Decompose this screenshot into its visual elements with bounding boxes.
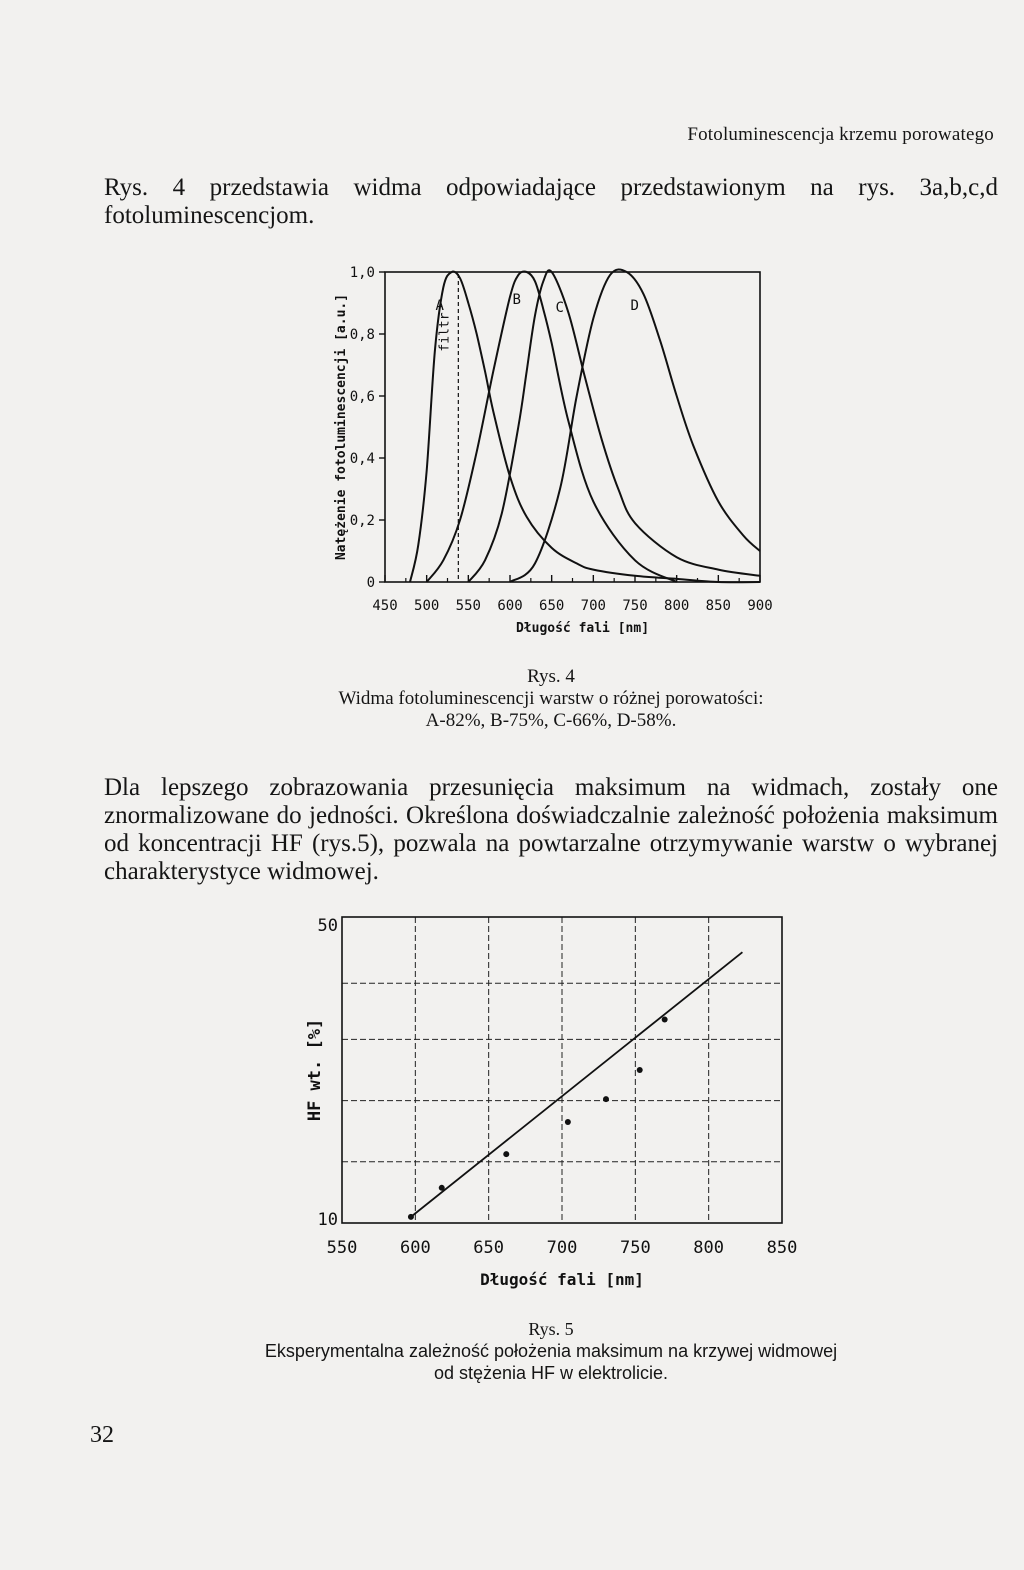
x-tick-label: 500 [414,598,440,614]
x-tick-label: 700 [580,598,606,614]
y-tick-label: 0 [366,575,375,591]
figure-4-caption-title: Rys. 4 [527,666,575,687]
data-point [439,1185,445,1191]
x-tick-label: 550 [455,598,481,614]
data-point [637,1067,643,1073]
x-tick-label: 800 [693,1238,725,1258]
figure-4-caption-line1: Widma fotoluminescencji warstw o różnej porowatości: [338,688,764,709]
chart-series [410,269,760,582]
paragraph-intro: Rys. 4 przedstawia widma odpowiadające przedstawionym na rys. 3a,b,c,d fotoluminescencjom. [104,174,998,229]
series-curve-b [427,271,677,582]
chart-labels [334,292,649,636]
x-tick-label: 550 [326,1238,358,1258]
chart-data-layer [408,952,742,1220]
x-tick-label: 450 [372,598,398,614]
figure-5-caption-line2: od stężenia HF w elektrolicie. [433,1363,669,1383]
x-tick-label: 900 [747,598,773,614]
y-tick-label: 1,0 [349,265,375,281]
page-number: 32 [90,1422,114,1448]
figure-5-peak-vs-hf [290,905,810,1295]
series-curve-d [510,269,760,582]
figure-5-caption [104,1318,998,1384]
figure-4-caption [104,666,998,732]
series-label-c: C [555,300,564,316]
y-tick-label: 0,6 [349,389,375,405]
chart-ticks [318,916,798,1258]
y-tick-label: 0,2 [349,513,375,529]
figure-4-caption-line2: A-82%, B-75%, C-66%, D-58%. [425,710,677,731]
data-point [503,1151,509,1157]
x-axis-label: Długość fali [nm] [480,1270,644,1289]
running-header: Fotoluminescencja krzemu porowatego [687,124,994,145]
x-tick-label: 600 [497,598,523,614]
x-tick-label: 600 [399,1238,431,1258]
x-tick-label: 650 [473,1238,505,1258]
y-tick-label: 0,8 [349,327,375,343]
x-tick-label: 850 [705,598,731,614]
spectra-chart [300,250,800,650]
y-tick-label: 0,4 [349,451,375,467]
x-tick-label: 850 [766,1238,798,1258]
data-point [603,1096,609,1102]
x-tick-label: 650 [539,598,565,614]
series-label-a: A [435,298,444,314]
y-tick-label: 50 [317,916,338,936]
chart-ticks [350,265,773,614]
data-point [662,1017,668,1023]
filter-annotation: filtr [437,312,453,352]
linear-fit-line [411,952,742,1217]
figure-5-caption-title: Rys. 5 [528,1319,574,1339]
chart-grid [342,917,782,1223]
data-point [565,1119,571,1125]
x-tick-label: 750 [619,1238,651,1258]
x-tick-label: 800 [664,598,690,614]
y-axis-label: HF wt. [%] [305,1018,325,1122]
x-tick-label: 750 [622,598,648,614]
paragraph-normalization: Dla lepszego zobrazowania przesunięcia maksimum na widmach, zostały one znormalizowane do jedności. Określona doświadczalnie zależność położenia maksimum od koncentracji HF (rys.5), pozwala na powtarzalne otrzymywanie warstw o wybranej charakterystyce widmowej. [104,774,998,885]
y-tick-label: 10 [317,1210,338,1230]
x-tick-label: 700 [546,1238,578,1258]
data-point [408,1214,414,1220]
figure-5-caption-line1: Eksperymentalna zależność położenia maksimum na krzywej widmowej [264,1341,838,1361]
y-axis-label: Natężenie fotoluminescencji [a.u.] [334,293,349,561]
series-label-b: B [512,292,521,308]
hf-scatter-chart [290,905,810,1295]
x-axis-label: Długość fali [nm] [515,621,650,636]
series-curve-a [410,272,760,583]
figure-4-photoluminescence-spectra [300,250,800,650]
series-label-d: D [630,298,639,314]
